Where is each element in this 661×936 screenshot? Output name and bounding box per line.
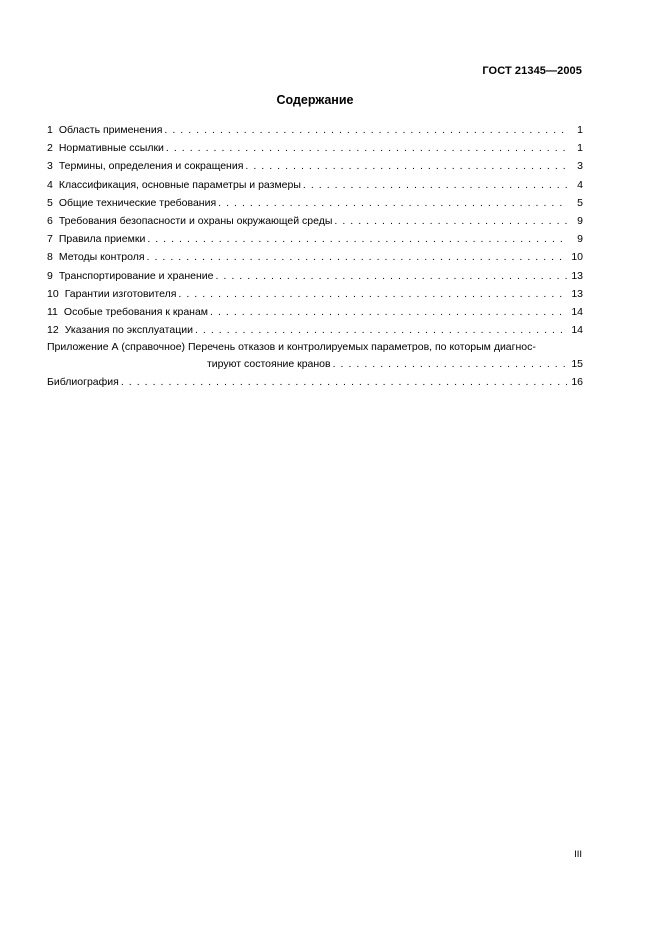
toc-leader-dots bbox=[218, 194, 567, 212]
toc-entry-page: 5 bbox=[577, 196, 583, 209]
toc-entry-page: 15 bbox=[571, 358, 583, 371]
toc-leader-dots bbox=[147, 248, 567, 266]
toc-leader-dots bbox=[210, 303, 567, 321]
toc-entry-page: 14 bbox=[571, 305, 583, 318]
toc-leader-dots bbox=[166, 139, 567, 157]
toc-entry-label: Классификация, основные параметры и размеры bbox=[58, 178, 301, 191]
toc-leader-dots bbox=[195, 321, 567, 339]
toc-entry-9[interactable] bbox=[47, 267, 583, 285]
page-number: III bbox=[574, 849, 582, 860]
toc-entry-page: 9 bbox=[577, 233, 583, 246]
toc-entry-6[interactable] bbox=[47, 212, 583, 230]
toc-entry-label: Особые требования к кранам bbox=[63, 305, 209, 318]
appendix-title-line-2-row bbox=[47, 355, 583, 373]
toc-entry-bibliography[interactable] bbox=[47, 373, 583, 391]
document-code: ГОСТ 21345—2005 bbox=[482, 65, 582, 77]
toc-entry-number: 5 bbox=[47, 196, 53, 209]
toc-entry-label: Методы контроля bbox=[58, 251, 145, 264]
toc-title: Содержание bbox=[276, 93, 354, 107]
toc-entry-label: Область применения bbox=[58, 124, 163, 136]
toc-entry-number: 12 bbox=[47, 324, 59, 337]
appendix-title-line-1: Приложение А (справочное) Перечень отказов и контролируемых параметров, по которым диагнос- bbox=[47, 341, 536, 354]
toc-entry-page: 1 bbox=[577, 142, 583, 155]
toc-leader-dots bbox=[164, 121, 567, 139]
toc-entry-number: 6 bbox=[47, 214, 53, 227]
appendix-title-line-2: тируют состояние кранов bbox=[207, 358, 331, 371]
toc-entry-label: Термины, определения и сокращения bbox=[58, 160, 244, 173]
toc-entry-number: 10 bbox=[47, 287, 59, 300]
toc-entry-label: Гарантии изготовителя bbox=[64, 287, 177, 300]
toc-entry-number: 3 bbox=[47, 160, 53, 173]
toc-entry-page: 14 bbox=[571, 324, 583, 337]
toc-entry-number: 2 bbox=[47, 142, 53, 155]
toc-leader-dots bbox=[147, 230, 567, 248]
toc-entry-1[interactable] bbox=[47, 121, 583, 139]
toc-entry-5[interactable] bbox=[47, 194, 583, 212]
toc-entry-label: Нормативные ссылки bbox=[58, 142, 164, 155]
toc-entry-number: 8 bbox=[47, 251, 53, 264]
toc-entry-label: Указания по эксплуатации bbox=[64, 324, 193, 337]
toc-entry-10[interactable] bbox=[47, 285, 583, 303]
toc-leader-dots bbox=[178, 285, 567, 303]
toc-leader-dots bbox=[215, 267, 567, 285]
toc-leader-dots bbox=[245, 157, 567, 175]
toc-entry-4[interactable] bbox=[47, 176, 583, 194]
toc-leader-dots bbox=[121, 373, 567, 391]
toc-entry-number: 9 bbox=[47, 269, 53, 282]
toc-entry-label: Транспортирование и хранение bbox=[58, 269, 214, 282]
toc-entry-page: 4 bbox=[577, 178, 583, 191]
toc-entry-page: 9 bbox=[577, 214, 583, 227]
toc-entry-page: 13 bbox=[571, 287, 583, 300]
toc-entry-page: 10 bbox=[571, 251, 583, 264]
toc-entry-label: Общие технические требования bbox=[58, 196, 217, 209]
toc-entry-number: 1 bbox=[47, 124, 53, 136]
toc-entry-label: Правила приемки bbox=[58, 233, 146, 246]
toc-entry-page: 1 bbox=[577, 124, 583, 136]
toc-leader-dots bbox=[303, 176, 567, 194]
toc-leader-dots bbox=[334, 212, 567, 230]
toc-entry-page: 13 bbox=[571, 269, 583, 282]
toc-entry-2[interactable] bbox=[47, 139, 583, 157]
toc-entry-8[interactable] bbox=[47, 248, 583, 266]
toc-entry-page: 16 bbox=[571, 376, 583, 389]
table-of-contents bbox=[47, 121, 583, 391]
toc-leader-dots bbox=[333, 355, 567, 373]
toc-entry-label: Библиография bbox=[47, 376, 119, 389]
toc-entry-number: 7 bbox=[47, 233, 53, 246]
toc-entry-3[interactable] bbox=[47, 157, 583, 175]
toc-entry-11[interactable] bbox=[47, 303, 583, 321]
toc-entry-number: 4 bbox=[47, 178, 53, 191]
toc-entry-label: Требования безопасности и охраны окружающей среды bbox=[58, 214, 333, 227]
toc-entry-number: 11 bbox=[47, 305, 58, 318]
toc-entry-page: 3 bbox=[577, 160, 583, 173]
toc-entry-7[interactable] bbox=[47, 230, 583, 248]
toc-entry-appendix-a[interactable] bbox=[47, 340, 583, 373]
toc-entry-12[interactable] bbox=[47, 321, 583, 339]
